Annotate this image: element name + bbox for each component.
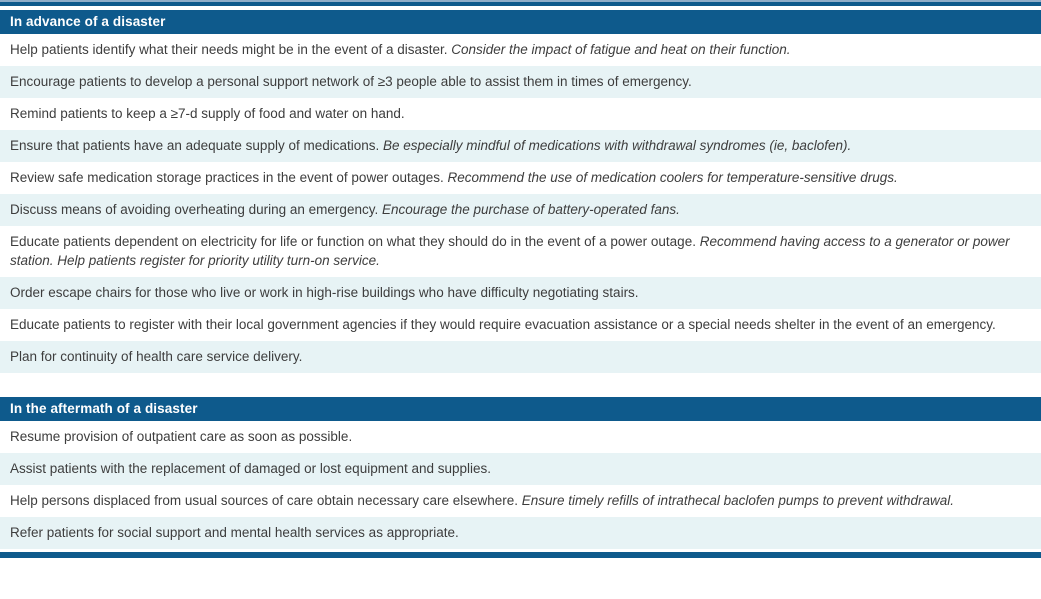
row-text: Refer patients for social support and mental health services as appropriate. — [10, 525, 459, 540]
table-sections — [0, 10, 1041, 549]
table-row — [0, 34, 1041, 66]
row-text: Resume provision of outpatient care as soon as possible. — [10, 429, 353, 444]
table-top-rule — [0, 2, 1041, 6]
section-gap — [0, 373, 1041, 397]
row-text: Remind patients to keep a ≥7-d supply of food and water on hand. — [10, 106, 405, 121]
table-row — [0, 130, 1041, 162]
row-text: Ensure that patients have an adequate supply of medications. — [10, 138, 383, 153]
table-row — [0, 194, 1041, 226]
row-text: Educate patients to register with their local government agencies if they would require evacuation assistance or a special needs shelter in the event of an emergency. — [10, 317, 996, 332]
row-text: Help persons displaced from usual sources of care obtain necessary care elsewhere. — [10, 493, 522, 508]
row-text-italic: Consider the impact of fatigue and heat on their function. — [451, 42, 791, 57]
section-header: In advance of a disaster — [0, 10, 1041, 34]
row-text: Educate patients dependent on electricity for life or function on what they should do in the event of a power outage. — [10, 234, 700, 249]
table-row — [0, 226, 1041, 277]
row-text: Help patients identify what their needs might be in the event of a disaster. — [10, 42, 452, 57]
table-bottom-rule — [0, 552, 1041, 558]
table-row — [0, 485, 1041, 517]
table-row — [0, 517, 1041, 549]
table-row — [0, 341, 1041, 373]
row-text-italic: Be especially mindful of medications with withdrawal syndromes (ie, baclofen). — [383, 138, 852, 153]
row-text: Assist patients with the replacement of damaged or lost equipment and supplies. — [10, 461, 492, 476]
table-row — [0, 309, 1041, 341]
table-row — [0, 421, 1041, 453]
table-row — [0, 66, 1041, 98]
row-text: Encourage patients to develop a personal support network of ≥3 people able to assist them in times of emergency. — [10, 74, 692, 89]
row-text-italic: Ensure timely refills of intrathecal baclofen pumps to prevent withdrawal. — [521, 493, 954, 508]
section-header: In the aftermath of a disaster — [0, 397, 1041, 421]
table-row — [0, 162, 1041, 194]
row-text: Order escape chairs for those who live or work in high-rise buildings who have difficulty negotiating stairs. — [10, 285, 639, 300]
row-text-italic: Recommend having access to a generator or power station. Help patients register for priority utility turn-on service. — [10, 234, 1010, 268]
table-row — [0, 453, 1041, 485]
row-text: Review safe medication storage practices in the event of power outages. — [10, 170, 448, 185]
row-text: Discuss means of avoiding overheating during an emergency. — [10, 202, 382, 217]
row-text-italic: Recommend the use of medication coolers for temperature-sensitive drugs. — [447, 170, 898, 185]
table-row — [0, 277, 1041, 309]
row-text: Plan for continuity of health care service delivery. — [10, 349, 303, 364]
row-text-italic: Encourage the purchase of battery-operated fans. — [381, 202, 680, 217]
table-row — [0, 98, 1041, 130]
